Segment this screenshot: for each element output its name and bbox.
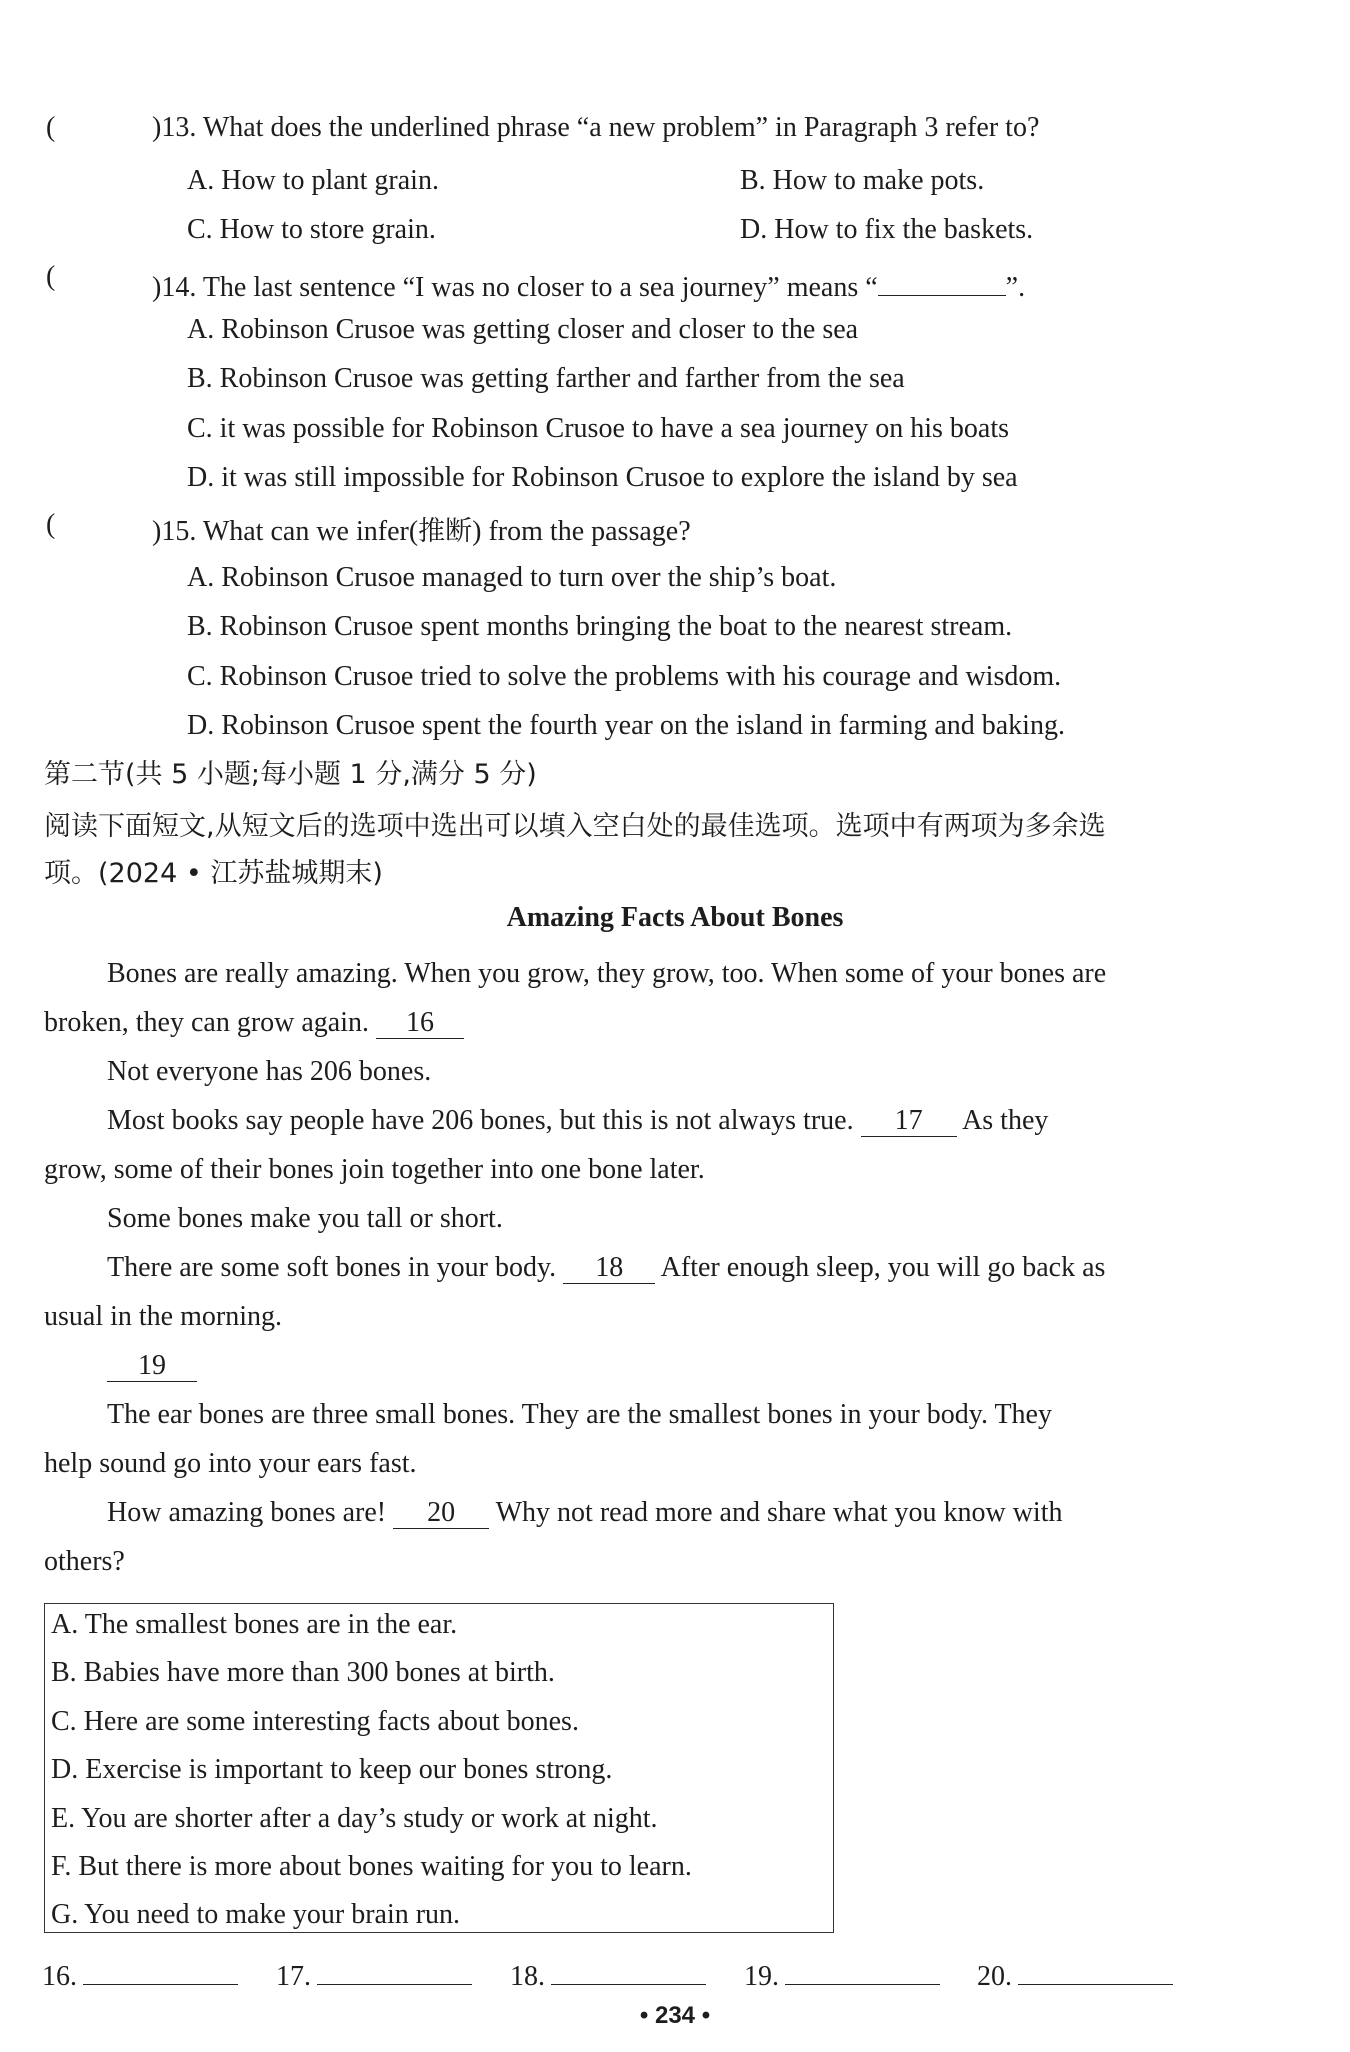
stem-text-end: ”.	[1005, 272, 1026, 303]
section-heading: 第二节(共 5 小题;每小题 1 分,满分 5 分)	[44, 759, 537, 790]
choice-b: B. Babies have more than 300 bones at birth.	[51, 1657, 555, 1688]
passage-p6-line-1: The ear bones are three small bones. They are the smallest bones in your body. They	[107, 1399, 1052, 1430]
option-15-d: D. Robinson Crusoe spent the fourth year on the island in farming and baking.	[187, 710, 1065, 741]
passage-p3-line-2: grow, some of their bones join together into one bone later.	[44, 1154, 705, 1185]
stem-text: What can we infer(	[202, 516, 419, 547]
blank-19[interactable]: 19	[107, 1347, 197, 1382]
passage-blank-19-line	[107, 1347, 197, 1385]
option-14-a: A. Robinson Crusoe was getting closer and closer to the sea	[187, 314, 859, 345]
blank-17[interactable]: 17	[861, 1102, 957, 1137]
answer-20[interactable]	[977, 1954, 1173, 1993]
answer-blank[interactable]	[785, 1954, 940, 1985]
blank-20[interactable]: 20	[393, 1494, 489, 1529]
choice-e: E. You are shorter after a day’s study or work at night.	[51, 1803, 658, 1834]
passage-title: Amazing Facts About Bones	[506, 902, 844, 933]
passage-p2: Not everyone has 206 bones.	[107, 1056, 432, 1087]
answer-label: 16.	[42, 1961, 77, 1992]
option-13-c: C. How to store grain.	[187, 214, 436, 245]
choices-box	[44, 1603, 834, 1933]
p7-after-text: Why not read more and share what you know with	[495, 1497, 1063, 1528]
paren-close: )	[152, 272, 162, 303]
option-15-b: B. Robinson Crusoe spent months bringing the boat to the nearest stream.	[187, 611, 1013, 642]
passage-p7-line-2: others?	[44, 1546, 125, 1577]
passage-p7-line-1	[107, 1494, 1062, 1532]
answer-blank[interactable]	[317, 1954, 472, 1985]
passage-p6-line-2: help sound go into your ears fast.	[44, 1448, 417, 1479]
option-13-b: B. How to make pots.	[740, 165, 985, 196]
answer-18[interactable]	[510, 1954, 706, 1993]
option-13-a: A. How to plant grain.	[187, 165, 439, 196]
answer-paren-13[interactable]: (	[46, 112, 56, 143]
question-15-stem	[152, 509, 691, 548]
answer-label: 20.	[977, 1961, 1012, 1992]
answer-paren-15[interactable]: (	[46, 509, 56, 540]
passage-p5-line-1	[107, 1249, 1105, 1287]
p7-text: How amazing bones are!	[107, 1497, 387, 1528]
choice-f: F. But there is more about bones waiting for you to learn.	[51, 1851, 692, 1882]
option-15-c: C. Robinson Crusoe tried to solve the problems with his courage and wisdom.	[187, 661, 1062, 692]
passage-p1-line-2	[44, 1004, 464, 1042]
option-13-d: D. How to fix the baskets.	[740, 214, 1034, 245]
passage-p4: Some bones make you tall or short.	[107, 1203, 503, 1234]
option-15-a: A. Robinson Crusoe managed to turn over the ship’s boat.	[187, 562, 837, 593]
p3-after-text: As they	[962, 1105, 1049, 1136]
option-14-c: C. it was possible for Robinson Crusoe to have a sea journey on his boats	[187, 413, 1010, 444]
question-number: 14.	[161, 272, 197, 303]
answer-17[interactable]	[276, 1954, 472, 1993]
stem-text-end: ) from the passage?	[472, 516, 691, 547]
option-14-d: D. it was still impossible for Robinson Crusoe to explore the island by sea	[187, 462, 1018, 493]
choice-d: D. Exercise is important to keep our bones strong.	[51, 1754, 613, 1785]
answer-blank[interactable]	[83, 1954, 238, 1985]
answer-label: 17.	[276, 1961, 311, 1992]
answer-16[interactable]	[42, 1954, 238, 1993]
question-14-stem	[152, 261, 1025, 304]
p3-text: Most books say people have 206 bones, but this is not always true.	[107, 1105, 854, 1136]
answer-19[interactable]	[744, 1954, 940, 1993]
blank-16[interactable]: 16	[376, 1004, 464, 1039]
section-instruction-line-2: 项。(2024 • 江苏盐城期末)	[44, 858, 383, 889]
question-13-stem	[152, 112, 1039, 144]
paren-close: )	[152, 516, 162, 547]
answer-label: 18.	[510, 1961, 545, 1992]
p5-text: There are some soft bones in your body.	[107, 1252, 557, 1283]
stem-text: The last sentence “I was no closer to a sea journey” means “	[202, 272, 878, 303]
option-14-b: B. Robinson Crusoe was getting farther and farther from the sea	[187, 363, 905, 394]
answer-blank[interactable]	[551, 1954, 706, 1985]
answer-paren-14[interactable]: (	[46, 261, 56, 292]
page-number: • 234 •	[639, 2002, 711, 2029]
answer-blank[interactable]	[1018, 1954, 1173, 1985]
answer-blank-14[interactable]	[878, 261, 1006, 296]
question-number: 15.	[161, 516, 197, 547]
choice-c: C. Here are some interesting facts about bones.	[51, 1706, 579, 1737]
answer-row	[0, 1954, 1350, 1994]
passage-p3-line-1	[107, 1102, 1048, 1140]
section-instruction-line-1: 阅读下面短文,从短文后的选项中选出可以填入空白处的最佳选项。选项中有两项为多余选	[44, 811, 1106, 842]
stem-text: What does the underlined phrase “a new problem” in Paragraph 3 refer to?	[202, 112, 1040, 143]
blank-18[interactable]: 18	[563, 1249, 655, 1284]
choice-a: A. The smallest bones are in the ear.	[51, 1609, 458, 1640]
stem-chinese-gloss: 推断	[418, 516, 473, 547]
choice-g: G. You need to make your brain run.	[51, 1899, 461, 1930]
answer-label: 19.	[744, 1961, 779, 1992]
paren-close: )	[152, 112, 162, 143]
question-number: 13.	[161, 112, 197, 143]
p1-text: broken, they can grow again.	[44, 1007, 369, 1038]
passage-p1-line-1: Bones are really amazing. When you grow, they grow, too. When some of your bones are	[107, 958, 1107, 989]
p5-after-text: After enough sleep, you will go back as	[660, 1252, 1106, 1283]
passage-p5-line-2: usual in the morning.	[44, 1301, 282, 1332]
